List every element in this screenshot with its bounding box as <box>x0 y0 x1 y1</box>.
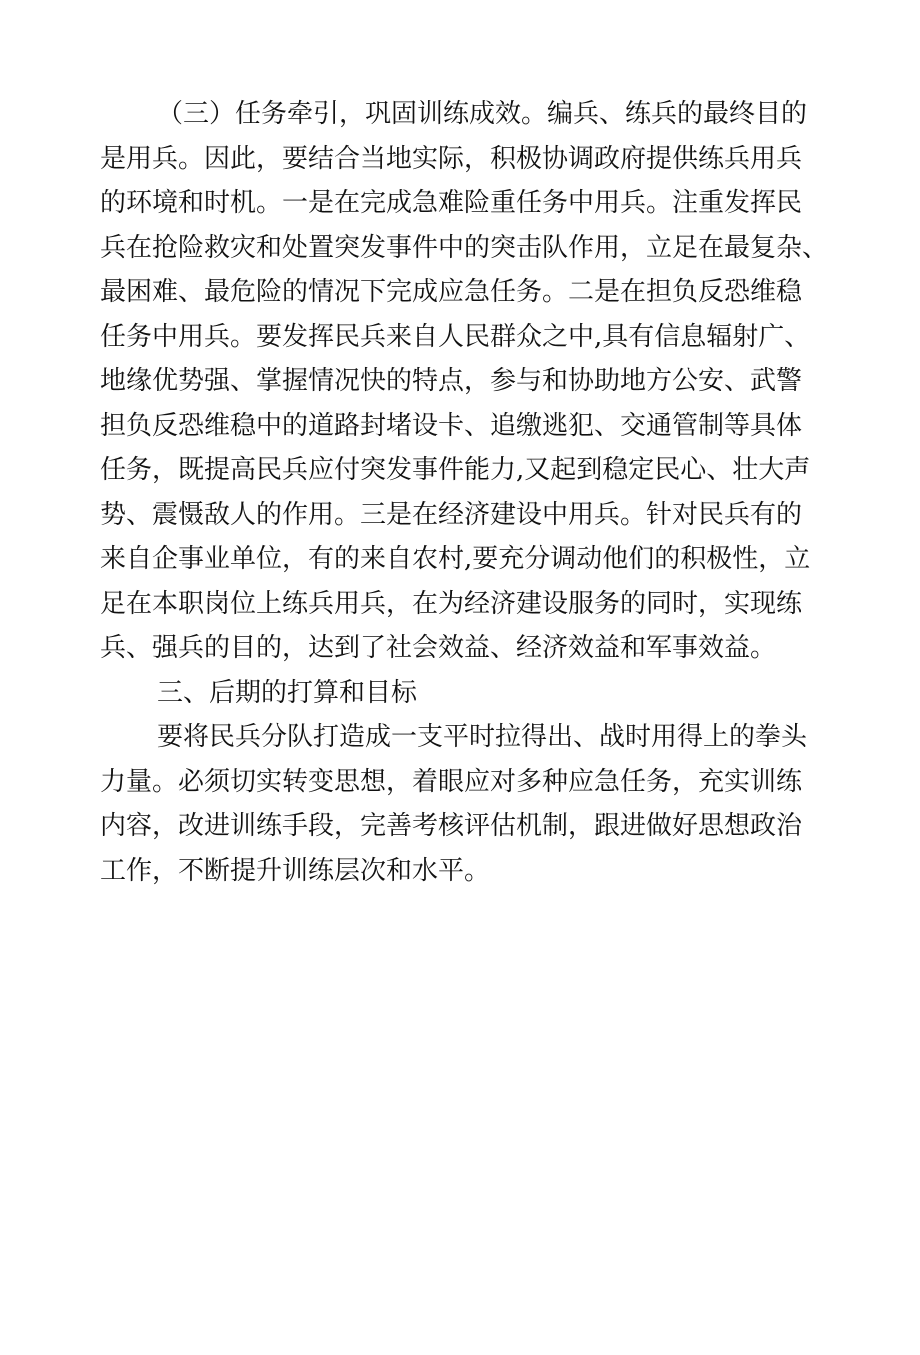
text-line: 最困难、最危险的情况下完成应急任务。二是在担负反恐维稳 <box>100 277 803 307</box>
text-line: （三）任务牵引，巩固训练成效。编兵、练兵的最终目的 <box>157 99 808 129</box>
text-line: 任务，既提高民兵应付突发事件能力,又起到稳定民心、壮大声 <box>100 455 811 485</box>
paragraph-section-three <box>100 92 830 671</box>
document-body <box>100 92 830 893</box>
text-line: 内容，改进训练手段，完善考核评估机制，跟进做好思想政治 <box>100 811 803 841</box>
text-line: 兵在抢险救灾和处置突发事件中的突击队作用，立足在最复杂、 <box>100 232 829 263</box>
text-line: 兵、强兵的目的，达到了社会效益、经济效益和军事效益。 <box>100 633 777 663</box>
text-line: 工作，不断提升训练层次和水平。 <box>100 855 491 886</box>
text-line: 的环境和时机。一是在完成急难险重任务中用兵。注重发挥民 <box>100 188 803 218</box>
section-heading <box>100 671 830 716</box>
text-line: 任务中用兵。要发挥民兵来自人民群众之中,具有信息辐射广、 <box>100 321 811 352</box>
text-line: 地缘优势强、掌握情况快的特点，参与和协助地方公安、武警 <box>100 366 803 396</box>
text-line: 是用兵。因此，要结合当地实际，积极协调政府提供练兵用兵 <box>100 143 803 174</box>
heading-line: 三、后期的打算和目标 <box>157 677 418 708</box>
text-line: 力量。必须切实转变思想，着眼应对多种应急任务，充实训练 <box>100 766 803 797</box>
text-line: 势、震慑敌人的作用。三是在经济建设中用兵。针对民兵有的 <box>100 499 803 530</box>
text-line: 足在本职岗位上练兵用兵，在为经济建设服务的同时，实现练 <box>100 588 803 619</box>
text-line: 要将民兵分队打造成一支平时拉得出、战时用得上的拳头 <box>157 722 808 752</box>
text-line: 担负反恐维稳中的道路封堵设卡、追缴逃犯、交通管制等具体 <box>100 410 803 441</box>
paragraph-later-plans <box>100 715 830 893</box>
text-line: 来自企事业单位，有的来自农村,要充分调动他们的积极性，立 <box>100 544 811 574</box>
